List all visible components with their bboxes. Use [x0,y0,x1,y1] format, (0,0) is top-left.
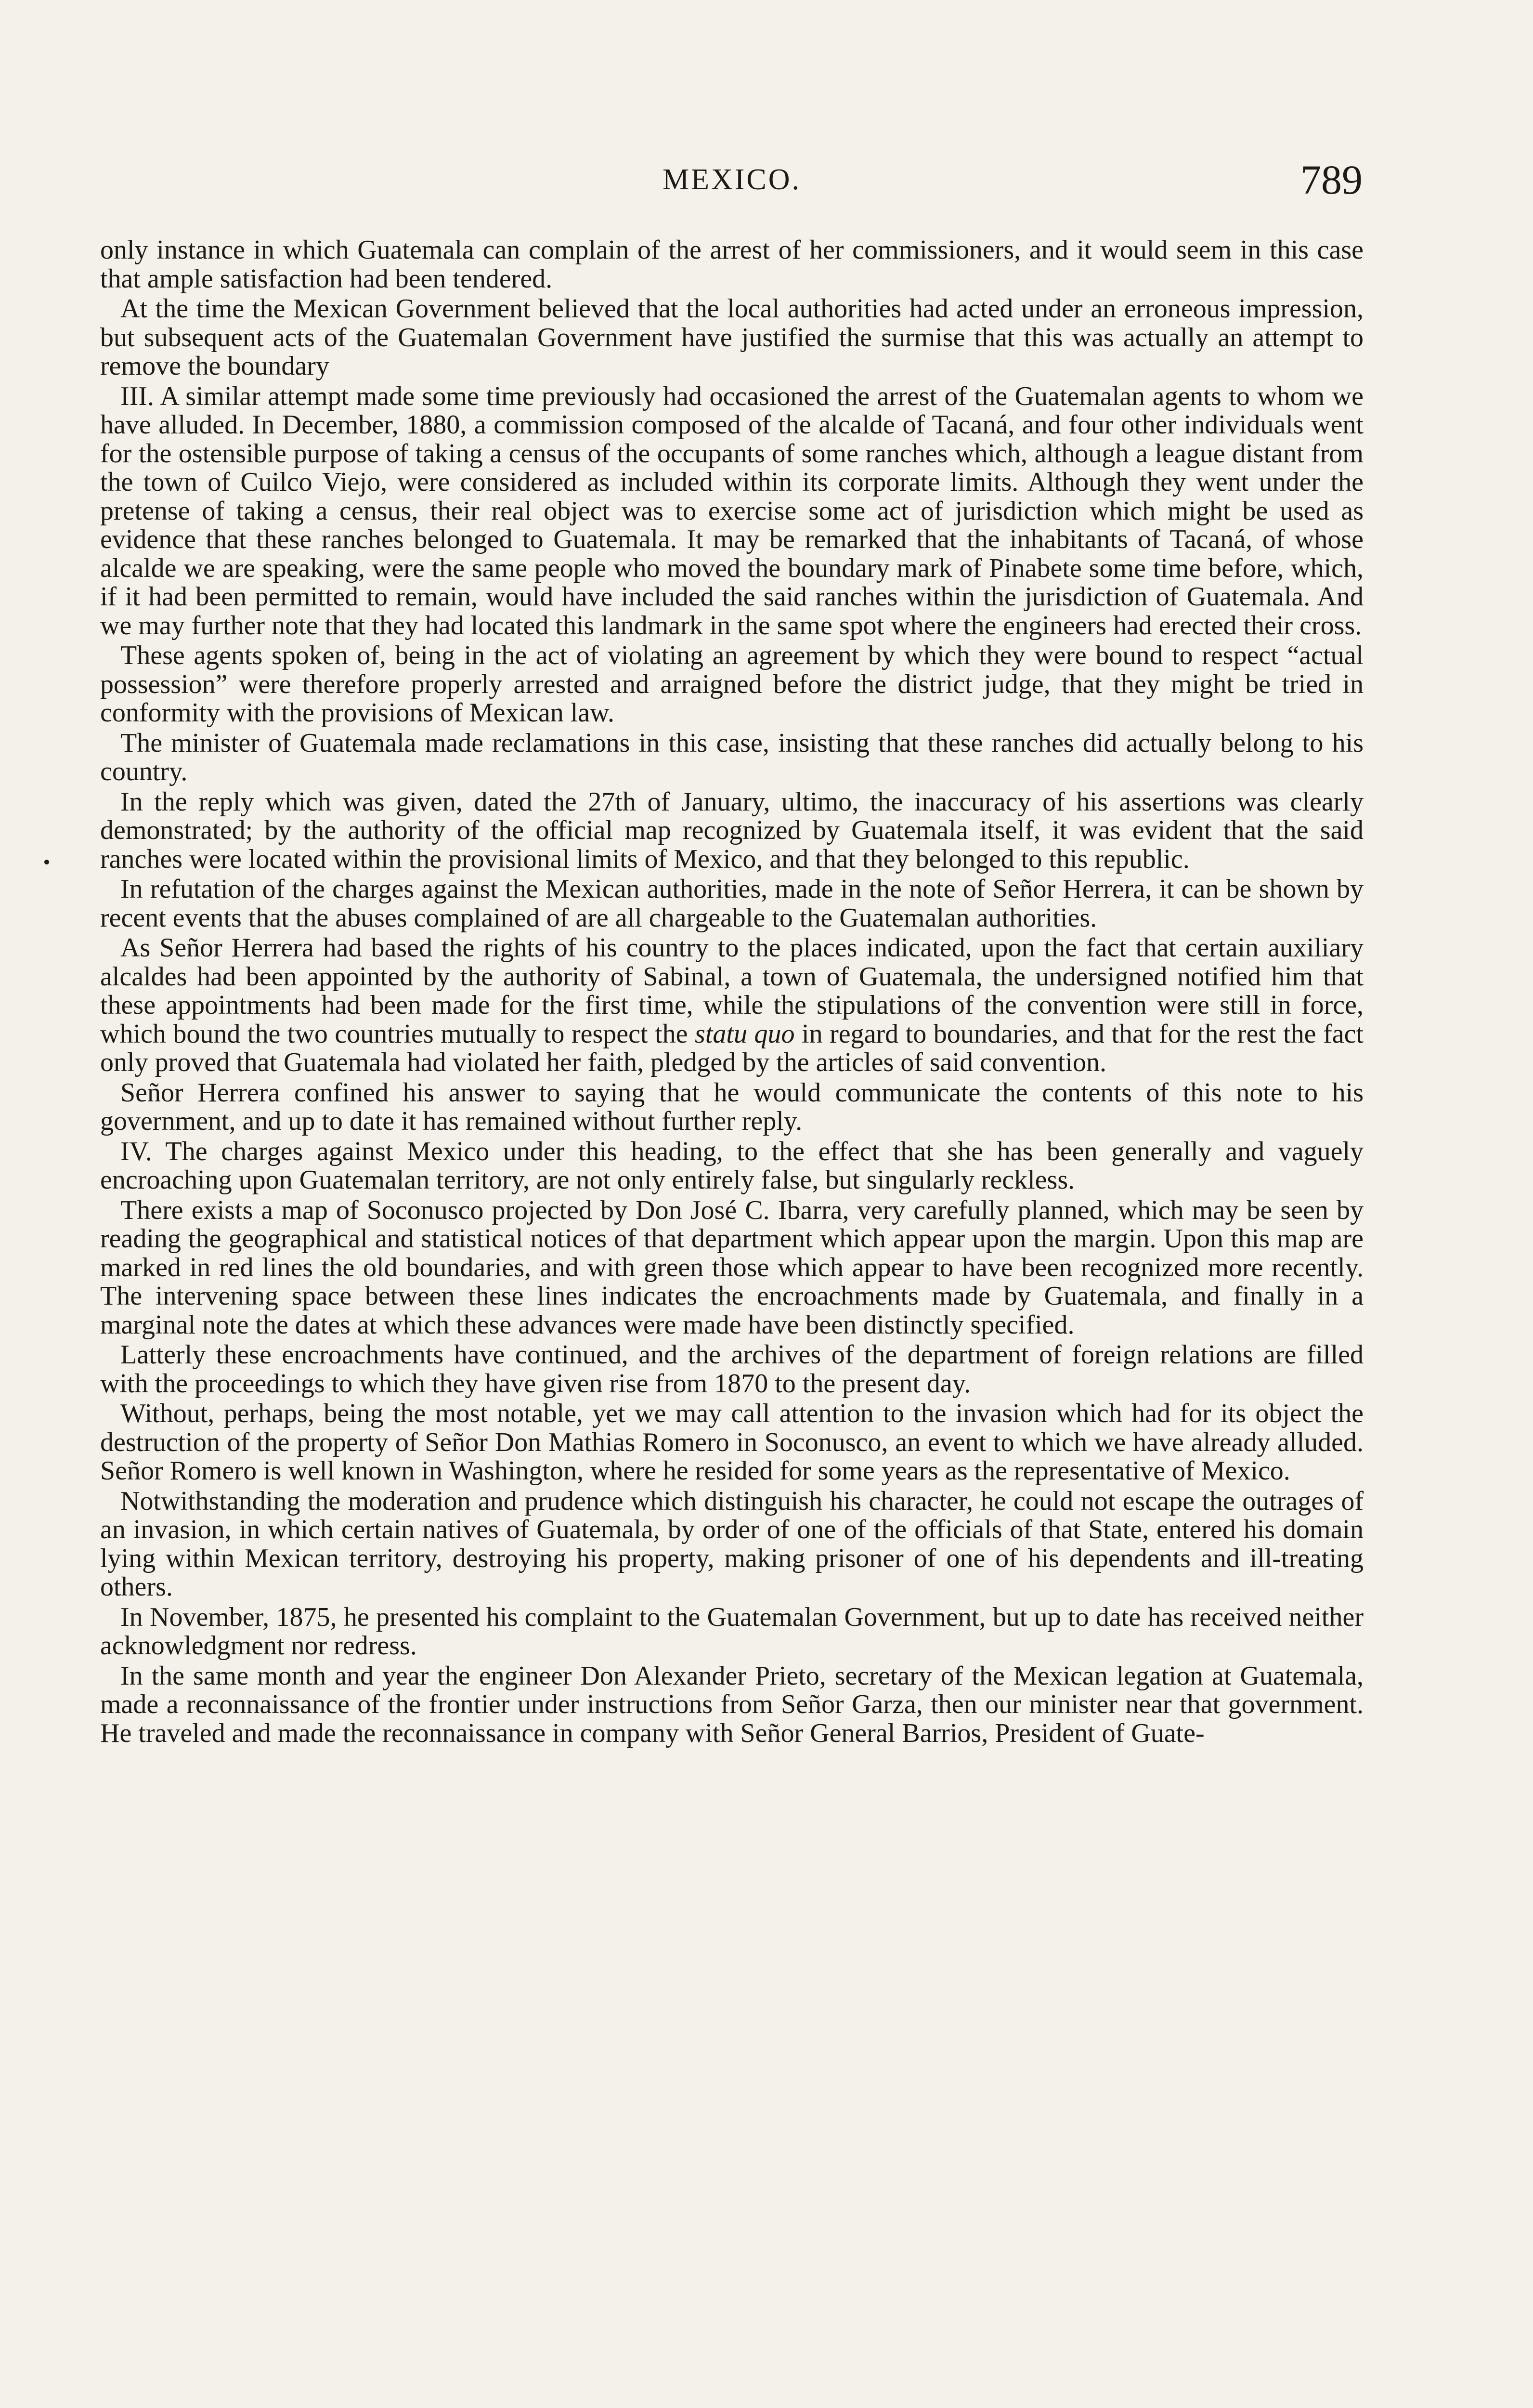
paragraph-text: As Señor Herrera had based the rights of his country to the places indicated, upon the fact that certain auxiliary alcaldes had been appointed by the authority of Sabinal, a town of Guatemala, the undersigned notified him that these appointments had been made for the first time, while the stipulations of the convention were still in force, which bound the two countries mutually to respect the [100,933,1364,1049]
paragraph: These agents spoken of, being in the act of violating an agreement by which they were bound to respect “actual possession” were therefore properly arrested and arraigned before the district judge, that they might be tried in conformity with the provisions of Mexican law. [100,641,1364,728]
paragraph: In refutation of the charges against the Mexican authorities, made in the note of Señor Herrera, it can be shown by recent events that the abuses complained of are all chargeable to the Guatemalan authorities. [100,874,1364,933]
paragraph: only instance in which Guatemala can complain of the arrest of her commissioners, and it would seem in this case that ample satisfaction had been tendered. [100,235,1364,294]
paragraph: At the time the Mexican Government believed that the local authorities had acted under an erroneous impression, but subsequent acts of the Guatemalan Government have justified the surmise that this was actually an attempt to remove the boundary [100,294,1364,381]
paragraph: IV. The charges against Mexico under this heading, to the effect that she has been generally and vaguely encroaching upon Guatemalan territory, are not only entirely false, but singularly reckless. [100,1136,1364,1195]
paragraph [100,934,1364,1077]
paragraph: In the same month and year the engineer Don Alexander Prieto, secretary of the Mexican legation at Guatemala, made a reconnaissance of the frontier under instructions from Señor Garza, then our minister near that government. He traveled and made the reconnaissance in company with Señor General Barrios, President of Guate- [100,1661,1364,1748]
paragraph: In November, 1875, he presented his complaint to the Guatemalan Government, but up to date has received neither acknowledgment nor redress. [100,1602,1364,1661]
running-head [101,153,1363,206]
page-number: 789 [1300,157,1363,203]
paragraph: In the reply which was given, dated the 27th of January, ultimo, the inaccuracy of his assertions was clearly demonstrated; by the authority of the official map recognized by Guatemala itself, it was evident that the said ranches were located within the provisional limits of Mexico, and that they belonged to this republic. [100,786,1364,874]
italic-phrase: statu quo [695,1019,795,1049]
paragraph: Latterly these encroachments have continued, and the archives of the department of foreign relations are filled with the proceedings to which they have given rise from 1870 to the present day. [100,1340,1364,1399]
paragraph: III. A similar attempt made some time previously had occasioned the arrest of the Guatemalan agents to whom we have alluded. In December, 1880, a commission composed of the alcalde of Tacaná, and four other individuals went for the ostensible purpose of taking a census of the occupants of some ranches which, although a league distant from the town of Cuilco Viejo, were considered as included within its corporate limits. Although they went under the pretense of taking a census, their real object was to exercise some act of jurisdiction which might be used as evidence that these ranches belonged to Guatemala. It may be remarked that the inhabitants of Tacaná, of whose alcalde we are speaking, were the same people who moved the boundary mark of Pinabete some time before, which, if it had been permitted to remain, would have included the said ranches within the jurisdiction of Guatemala. And we may further note that they had located this landmark in the same spot where the engineers had erected their cross. [100,381,1364,641]
paragraph: The minister of Guatemala made reclamations in this case, insisting that these ranches did actually belong to his country. [100,728,1364,786]
paragraph-text: in regard to boundaries, and that for the rest the fact only proved that Guatemala had violated her faith, pledged by the articles of said convention. [100,1019,1364,1077]
paragraph: Notwithstanding the moderation and prudence which distinguish his character, he could not escape the outrages of an invasion, in which certain natives of Guatemala, by order of one of the officials of that State, entered his domain lying within Mexican territory, destroying his property, making prisoner of one of his dependents and ill-treating others. [100,1486,1364,1602]
body-text [100,236,1364,1749]
paragraph: Señor Herrera confined his answer to saying that he would communicate the contents of this note to his government, and up to date it has remained without further reply. [100,1077,1364,1136]
paragraph: Without, perhaps, being the most notable, yet we may call attention to the invasion which had for its object the destruction of the property of Señor Don Mathias Romero in Soconusco, an event to which we have already alluded. Señor Romero is well known in Washington, where he resided for some years as the representative of Mexico. [100,1399,1364,1486]
paragraph: There exists a map of Soconusco projected by Don José C. Ibarra, very carefully planned, which may be seen by reading the geographical and statistical notices of that department which appear upon the margin. Upon this map are marked in red lines the old boundaries, and with green those which appear to have been recognized more recently. The intervening space between these lines indicates the encroachments made by Guatemala, and finally in a marginal note the dates at which these advances were made have been distinctly specified. [100,1195,1364,1340]
running-title: MEXICO. [662,163,802,196]
ink-speck [44,860,49,864]
